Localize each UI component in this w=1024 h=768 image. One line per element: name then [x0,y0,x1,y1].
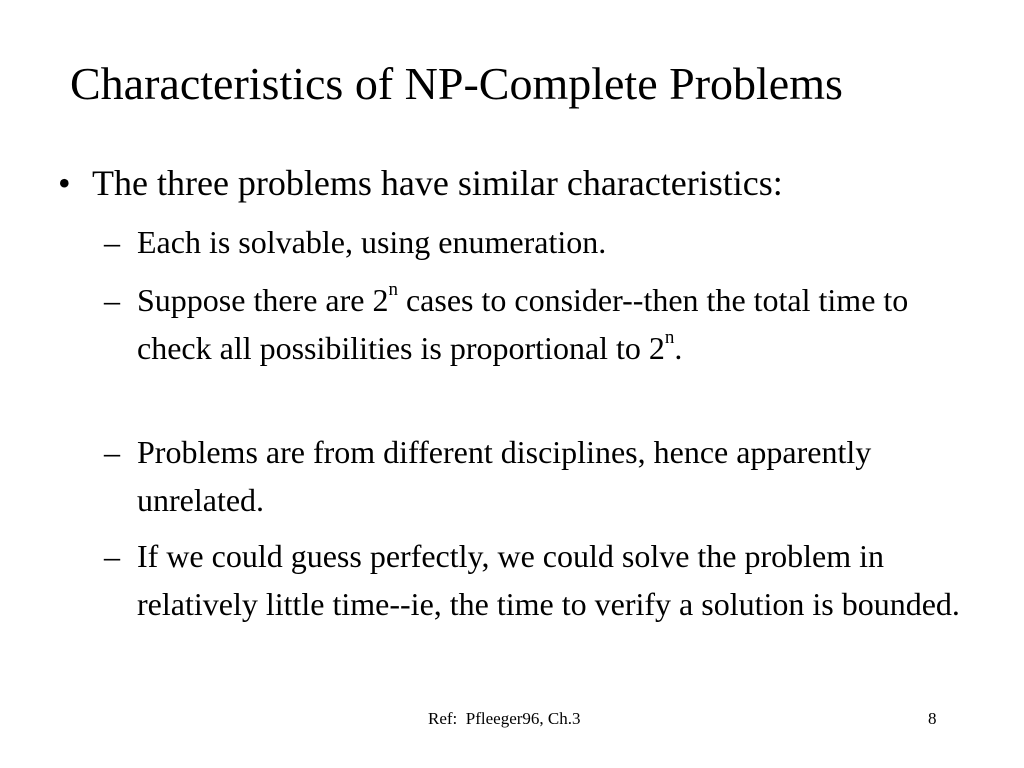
dash-marker: – [104,224,120,260]
dash-marker: – [104,538,120,574]
sub-item-text [137,276,984,372]
superscript-exponent: n [388,279,398,301]
sub-item-guessing [104,532,984,628]
text-part: Suppose there are 2 [137,282,389,318]
sub-item-text: Problems are from different disciplines, hence apparently unrelated. [137,434,872,518]
sub-item-disciplines [104,428,984,524]
sub-item-text: If we could guess perfectly, we could solve the problem in relatively little time--ie, the time to verify a solution is bounded. [137,538,960,622]
main-bullet [58,158,783,208]
sub-item-text: Each is solvable, using enumeration. [137,224,607,260]
page-number: 8 [928,709,937,728]
text-part: cases to consider--then the total time to check all possibilities is proportional to 2 [137,282,909,366]
main-bullet-text: The three problems have similar characteristics: [92,163,783,203]
bullet-marker: • [58,163,71,203]
dash-marker: – [104,282,120,318]
sub-item-time-complexity [104,276,984,372]
slide-title: Characteristics of NP-Complete Problems [70,58,843,109]
superscript-exponent: n [664,327,675,349]
text-part: . [674,330,683,366]
footer-reference: Ref: Pfleeger96, Ch.3 [428,709,581,728]
sub-item-enumeration [104,218,984,266]
dash-marker: – [104,434,120,470]
